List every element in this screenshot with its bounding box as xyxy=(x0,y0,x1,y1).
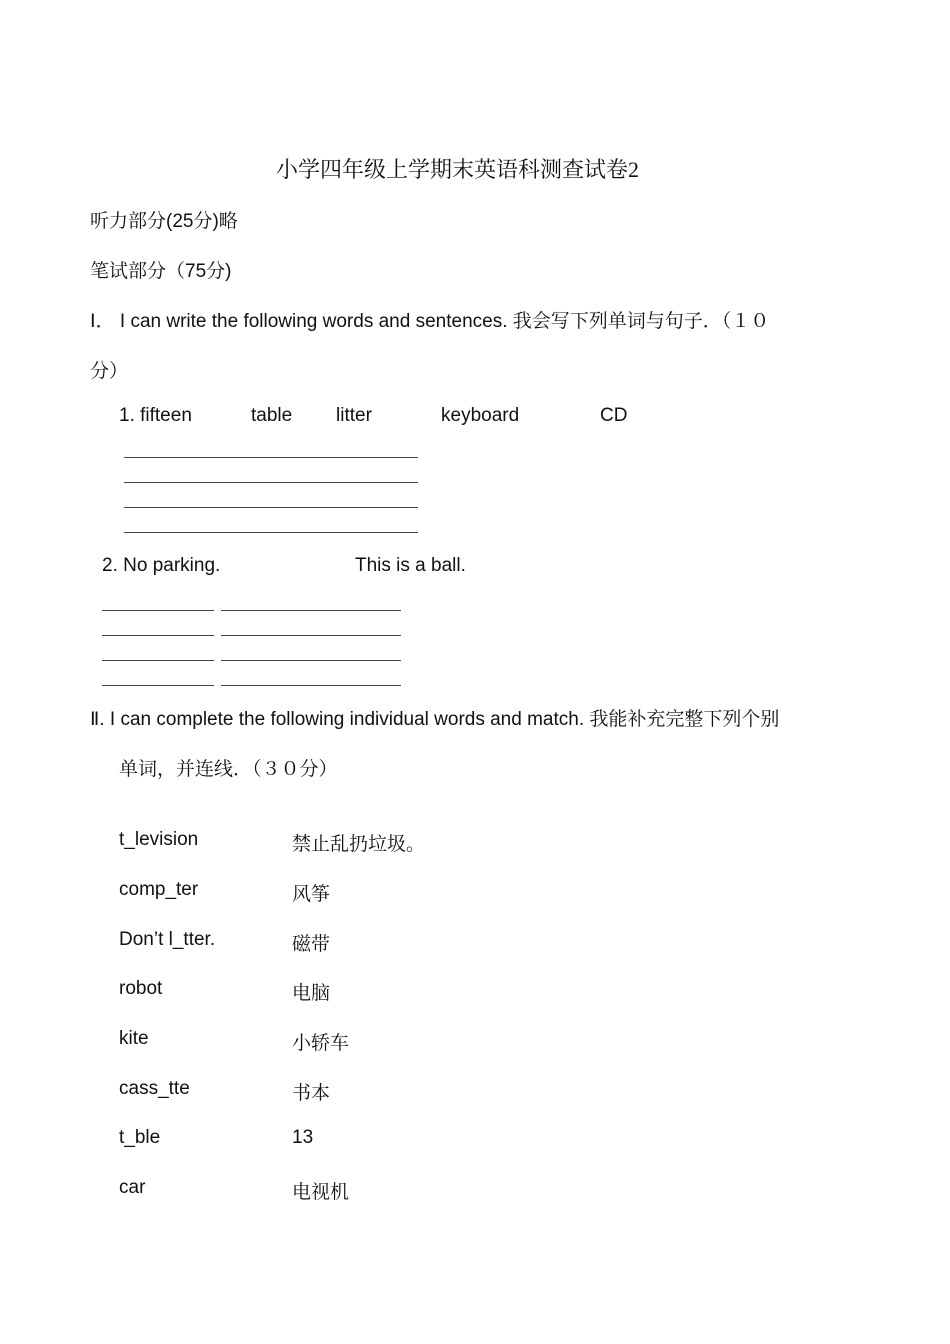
writing-line xyxy=(102,660,214,661)
sentence-item: This is a ball. xyxy=(355,555,466,576)
match-right-item: 小轿车 xyxy=(292,1033,350,1054)
word-item: litter xyxy=(336,405,372,426)
word-item: keyboard xyxy=(441,405,520,426)
sentence-item: 2. No parking. xyxy=(102,555,221,576)
match-left-item: cass_tte xyxy=(119,1078,190,1099)
page-title: 小学四年级上学期末英语科测查试卷2 xyxy=(276,157,640,182)
match-left-item: car xyxy=(119,1177,146,1198)
section2-instruction-cont: 单词，并连线．（３０分） xyxy=(119,759,338,780)
writing-line xyxy=(124,532,418,533)
writing-line xyxy=(124,482,418,483)
writing-line xyxy=(124,457,418,458)
match-right-item: 风筝 xyxy=(292,884,331,905)
writing-line xyxy=(124,507,418,508)
section1-instruction: Ⅰ． I can write the following words and sentences. 我会写下列单词与句子．（１０ xyxy=(90,311,770,332)
writing-line xyxy=(221,635,401,636)
listening-heading: 听力部分(25分)略 xyxy=(90,211,238,232)
match-right-item: 禁止乱扔垃圾。 xyxy=(292,834,426,855)
match-left-item: robot xyxy=(119,978,163,999)
match-right-item: 书本 xyxy=(292,1083,331,1104)
writing-line xyxy=(102,685,214,686)
writing-heading: 笔试部分（75分) xyxy=(90,261,232,282)
writing-line xyxy=(221,610,401,611)
word-item: 1. fifteen xyxy=(119,405,192,426)
writing-line xyxy=(221,660,401,661)
writing-line xyxy=(221,685,401,686)
match-right-item: 电脑 xyxy=(292,983,331,1004)
match-right-item: 13 xyxy=(292,1127,314,1148)
section2-instruction: Ⅱ. I can complete the following individual words and match. 我能补充完整下列个别 xyxy=(90,709,780,730)
match-right-item: 磁带 xyxy=(292,934,331,955)
match-left-item: kite xyxy=(119,1028,149,1049)
word-item: CD xyxy=(600,405,628,426)
section1-instruction-cont: 分） xyxy=(90,361,129,382)
match-left-item: Don’t l_tter. xyxy=(119,929,216,950)
match-left-item: comp_ter xyxy=(119,879,199,900)
match-left-item: t_levision xyxy=(119,829,199,850)
match-right-item: 电视机 xyxy=(292,1182,350,1203)
writing-line xyxy=(102,635,214,636)
writing-line xyxy=(102,610,214,611)
word-item: table xyxy=(251,405,293,426)
match-left-item: t_ble xyxy=(119,1127,161,1148)
